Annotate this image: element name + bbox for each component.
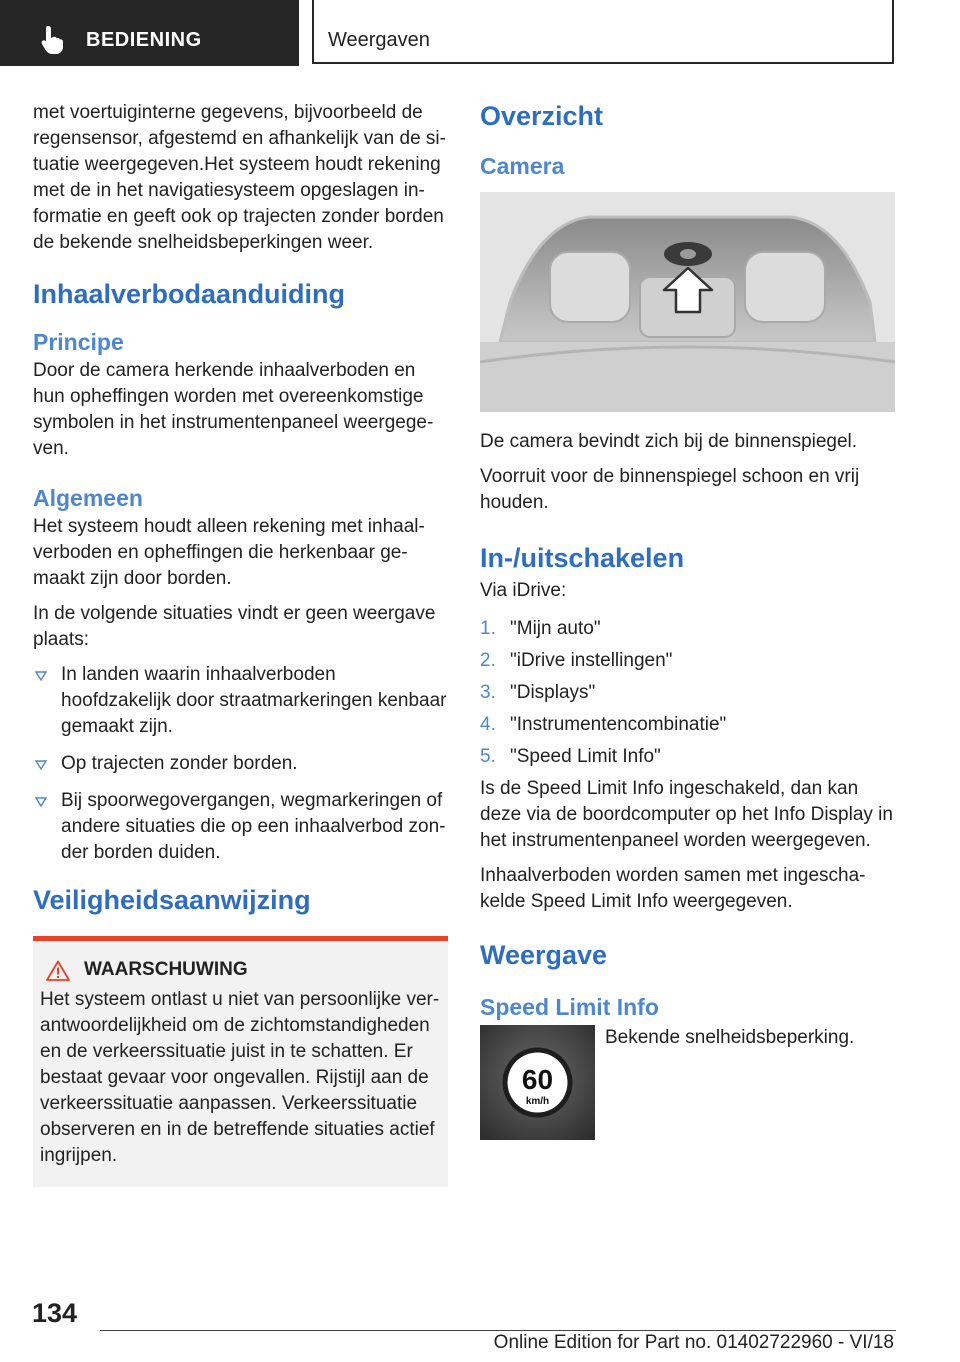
list-item-text: Op trajecten zonder borden.	[61, 753, 298, 774]
warning-title	[40, 959, 440, 981]
chapter-label: Weergaven	[328, 29, 430, 51]
list-item-text: In landen waarin inhaalverboden hoofdzakelijk door straatmarkeringen kenbaar gemaakt zijn.	[61, 664, 447, 737]
after-paragraph-2: Inhaalverboden worden samen met ingescha- kelde Speed Limit Info weergegeven.	[480, 865, 866, 912]
warning-box	[33, 936, 448, 1187]
right-column	[480, 100, 895, 1140]
list-item-text: Bij spoorwegovergangen, wegmarkeringen of andere situaties die op een inhaalverbod zon- der borden duiden.	[61, 790, 446, 863]
triangle-bullet-icon	[35, 671, 47, 681]
list-item	[33, 788, 448, 866]
step-number: 2.	[480, 650, 496, 671]
heading-inhaalverbodaanduiding: Inhaalverbodaanduiding	[33, 279, 346, 309]
heading-in-uitschakelen: In-/uitschakelen	[480, 543, 685, 573]
speed-limit-text: Bekende snelheidsbeperking.	[605, 1027, 855, 1048]
speed-limit-row	[480, 1025, 895, 1140]
camera-paragraph-2: Voorruit voor de binnenspiegel schoon en vrij houden.	[480, 466, 860, 513]
after-paragraph-1: Is de Speed Limit Info ingeschakeld, dan kan deze via de boordcomputer op het Info Display in het instrumentenpaneel worden weergegeven.	[480, 778, 893, 851]
heading-veiligheidsaanwijzing: Veiligheidsaanwijzing	[33, 885, 311, 915]
via-idrive: Via iDrive:	[480, 580, 567, 601]
camera-paragraph-1: De camera bevindt zich bij de binnenspiegel.	[480, 431, 858, 452]
heading-overzicht: Overzicht	[480, 101, 604, 131]
list-item	[480, 616, 895, 642]
speed-limit-unit: km/h	[525, 1096, 550, 1107]
list-item	[33, 751, 448, 777]
warning-title-text: WAARSCHUWING	[84, 959, 248, 980]
footer-divider	[100, 1330, 896, 1331]
step-number: 1.	[480, 618, 496, 639]
intro-paragraph: met voertuiginterne gegevens, bijvoorbeeld de regensensor, afgestemd en afhankelijk van de si- tuatie weergegeven.Het systeem houdt rekening met de in het navigatiesysteem opgeslagen in- formatie en geeft ook op trajecten zonder borden de bekende snelheidsbeperkingen weer.	[33, 102, 446, 253]
heading-camera: Camera	[480, 153, 565, 179]
warning-text: Het systeem ontlast u niet van persoonlijke ver- antwoordelijkheid om de zichtomstandigheden en de verkeerssituatie juist in te schatten. Er bestaat gevaar voor ongevallen. Rijstijl aan de verkeerssituatie aanpassen. Verkeerssituatie observeren en in de betreffende situaties actief ingrijpen.	[40, 989, 440, 1166]
situaties-paragraph: In de volgende situaties vindt er geen weergave plaats:	[33, 603, 436, 650]
list-item	[480, 712, 895, 738]
list-item	[480, 648, 895, 674]
step-number: 4.	[480, 714, 496, 735]
chapter-header	[312, 0, 894, 64]
triangle-bullet-icon	[35, 760, 47, 770]
speed-limit-value: 60	[521, 1064, 554, 1095]
pointing-hand-icon	[40, 25, 66, 55]
warning-triangle-icon	[46, 960, 70, 981]
list-item	[33, 662, 448, 740]
algemeen-paragraph: Het systeem houdt alleen rekening met inhaal- verboden en opheffingen die herkenbaar ge- maakt zijn door borden.	[33, 516, 425, 589]
principe-paragraph: Door de camera herkende inhaalverboden en hun opheffingen worden met overeenkomstige symbolen in het instrumentenpaneel weergege- ven.	[33, 360, 434, 459]
triangle-bullet-icon	[35, 797, 47, 807]
heading-algemeen: Algemeen	[33, 485, 143, 511]
step-text: "Mijn auto"	[510, 618, 601, 639]
speed-limit-sign-icon	[480, 1025, 595, 1140]
section-tab	[0, 0, 299, 66]
step-text: "Speed Limit Info"	[510, 746, 661, 767]
step-text: "iDrive instellingen"	[510, 650, 673, 671]
step-text: "Instrumentencombinatie"	[510, 714, 727, 735]
heading-speed-limit-info: Speed Limit Info	[480, 994, 659, 1020]
edition-text: Online Edition for Part no. 01402722960 - VI/18	[493, 1332, 894, 1353]
heading-principe: Principe	[33, 329, 124, 355]
left-column	[33, 100, 448, 1187]
situaties-list	[33, 662, 448, 866]
list-item	[480, 744, 895, 770]
heading-weergave: Weergave	[480, 940, 608, 970]
camera-location-photo	[480, 192, 895, 412]
step-number: 5.	[480, 746, 496, 767]
step-number: 3.	[480, 682, 496, 703]
steps-list	[480, 616, 895, 770]
section-label: BEDIENING	[86, 29, 202, 51]
step-text: "Displays"	[510, 682, 596, 703]
list-item	[480, 680, 895, 706]
page-number: 134	[32, 1298, 78, 1328]
